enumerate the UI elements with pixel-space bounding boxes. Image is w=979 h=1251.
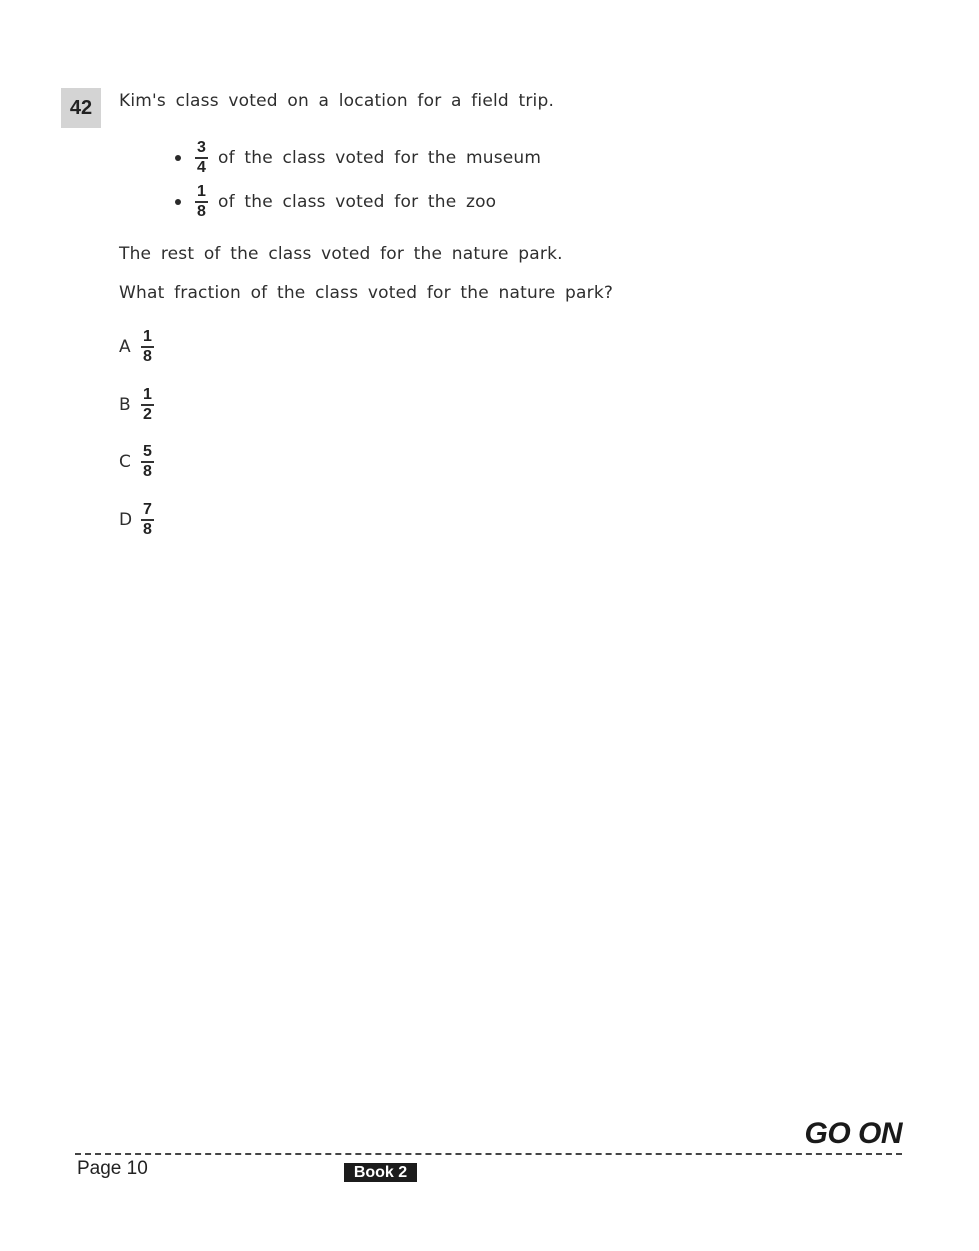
choice-c[interactable]: [119, 444, 154, 480]
bullet-text: of the class voted for the zoo: [218, 191, 497, 212]
fraction-museum: [195, 140, 208, 176]
bullet-dot: [175, 155, 181, 161]
numerator: 1: [143, 328, 152, 345]
go-on-label: GO ON: [804, 1117, 902, 1150]
choice-letter: C: [119, 451, 131, 472]
question-prompt: What fraction of the class voted for the nature park?: [119, 283, 614, 303]
numerator: 7: [143, 501, 152, 518]
choice-fraction: [141, 329, 154, 365]
fraction-zoo: [195, 184, 208, 220]
choice-d[interactable]: [119, 502, 154, 538]
choice-fraction: [141, 444, 154, 480]
choice-letter: D: [119, 509, 133, 530]
page-number: Page 10: [77, 1158, 148, 1179]
denominator: 8: [143, 347, 152, 365]
rest-text: The rest of the class voted for the nature park.: [119, 244, 563, 264]
numerator: 1: [143, 386, 152, 403]
choice-letter: B: [119, 394, 131, 415]
choice-fraction: [141, 387, 154, 423]
footer-divider: [75, 1153, 902, 1155]
choice-a[interactable]: [119, 329, 154, 365]
choice-fraction: [141, 502, 154, 538]
question-number: 42: [61, 88, 101, 128]
bullet-dot: [175, 199, 181, 205]
denominator: 8: [143, 462, 152, 480]
denominator: 4: [197, 158, 206, 176]
bullet-museum: [175, 140, 541, 176]
bullet-text: of the class voted for the museum: [218, 147, 542, 168]
bullet-zoo: [175, 184, 496, 220]
choice-letter: A: [119, 336, 131, 357]
denominator: 8: [197, 202, 206, 220]
choice-b[interactable]: [119, 387, 154, 423]
book-badge: Book 2: [344, 1163, 417, 1182]
denominator: 2: [143, 405, 152, 423]
numerator: 1: [197, 183, 206, 200]
numerator: 5: [143, 443, 152, 460]
numerator: 3: [197, 139, 206, 156]
question-stem: Kim's class voted on a location for a field trip.: [119, 91, 555, 111]
denominator: 8: [143, 520, 152, 538]
